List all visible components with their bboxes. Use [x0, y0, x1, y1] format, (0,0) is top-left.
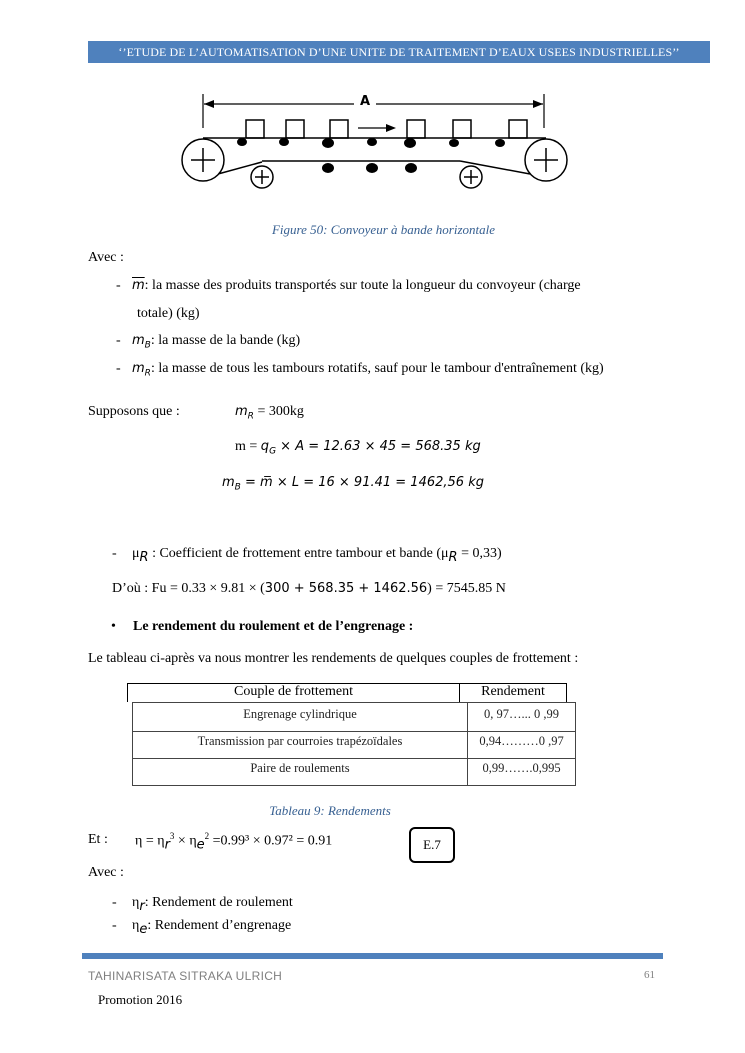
bullet: • [111, 619, 116, 634]
list-item-text: : la masse de la bande (kg) [150, 333, 301, 348]
dimension-label-a: A [359, 94, 371, 109]
rendement-intro: Le tableau ci-après va nous montrer les rendements de quelques couples de frottement : [88, 651, 579, 666]
table-cell: 0,94………0 ,97 [479, 734, 564, 748]
footer-author: TAHINARISATA SITRAKA ULRICH [88, 969, 283, 983]
fu-equation: D’où : Fu = 0.33 × 9.81 × (300 + 568.35 + 1462.56) = 7545.85 N [112, 581, 506, 596]
equation-label-box: E.7 [409, 827, 455, 863]
list-item-eta-e: $\eta_e$: Rendement d’engrenage [132, 918, 292, 937]
list-item-m [132, 278, 581, 294]
list-dash: - [116, 333, 121, 348]
table-cell: 0,99…….0,995 [482, 761, 561, 775]
table-cell: Paire de roulements [250, 761, 350, 775]
suppose-label: Supposons que : [88, 404, 180, 419]
table-cell: Engrenage cylindrique [243, 707, 357, 721]
list-dash: - [116, 361, 121, 376]
list-item-m-cont: totale) (kg) [137, 306, 200, 321]
table-cell: Transmission par courroies trapézoïdales [197, 734, 403, 748]
table-cell: 0, 97…... 0 ,99 [484, 707, 559, 721]
list-dash: - [116, 278, 121, 293]
symbol-m: $\overline{m}$ [132, 278, 145, 293]
table-header-row [127, 683, 567, 702]
footer-promotion: Promotion 2016 [98, 992, 183, 1007]
suppose-mr: $m_R = 300kg$ [235, 404, 304, 422]
list-dash: - [112, 918, 117, 933]
table-caption: Tableau 9: Rendements [269, 803, 391, 818]
list-dash: - [112, 546, 117, 561]
list-item-mr [132, 361, 604, 379]
equation-m: $m = q_G \times A = 12.63 \times 45 = 568.35$ kg [235, 439, 481, 457]
page-number: 61 [644, 969, 655, 981]
avec-label-2: Avec : [88, 865, 124, 880]
friction-coefficient: $\mu_R$ : Coefficient de frottement entre tambour et bande $(\mu_R = 0,33)$ [132, 546, 502, 565]
equation-mb: $m_B$ = m̅ × L = 16 × 91.41 = 1462,56 kg [222, 475, 484, 493]
list-item-mb [132, 333, 300, 351]
et-label: Et : [88, 832, 108, 847]
table-header-rendement: Rendement [481, 684, 545, 699]
header-banner: ‘’ETUDE DE L’AUTOMATISATION D’UNE UNITE DE TRAITEMENT D’EAUX USEES INDUSTRIELLES’’ [88, 41, 710, 63]
list-dash: - [112, 895, 117, 910]
rendement-heading: Le rendement du roulement et de l’engrenage : [133, 619, 414, 634]
list-item-text: : la masse de tous les tambours rotatifs, sauf pour le tambour d'entraînement (kg) [150, 361, 604, 376]
conveyor-figure [170, 88, 580, 200]
rendement-table [132, 702, 576, 786]
symbol-mb: $m_B$ [132, 333, 151, 351]
avec-label-1: Avec : [88, 250, 124, 265]
equation-eta: $\eta = \eta_r^3 \times \eta_e^2 =0.99^3 \times 0.97^2 = 0.91$ [135, 831, 333, 853]
list-item-eta-r: $\eta_r$: Rendement de roulement [132, 895, 293, 914]
figure-caption: Figure 50: Convoyeur à bande horizontale [271, 222, 495, 237]
table-header-couple: Couple de frottement [234, 684, 353, 699]
list-item-text: : la masse des produits transportés sur toute la longueur du convoyeur (charge [144, 278, 581, 293]
footer-bar [82, 953, 663, 959]
symbol-mr: $m_R$ [132, 361, 151, 379]
